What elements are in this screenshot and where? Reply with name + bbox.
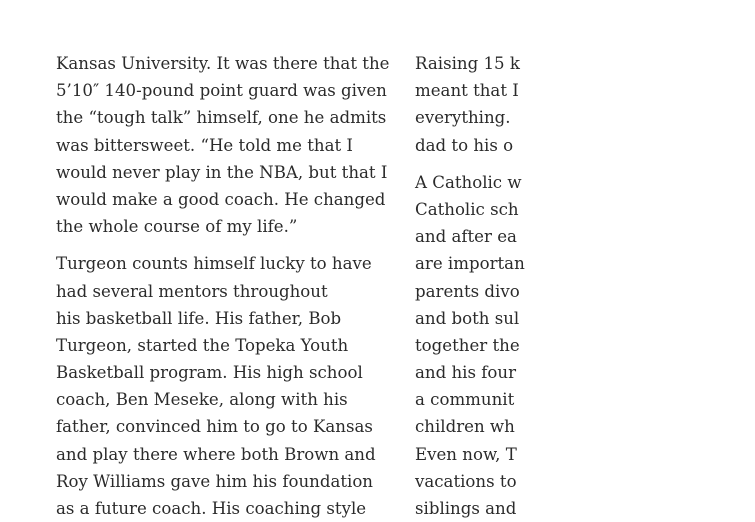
text-line: Catholic sch	[415, 199, 519, 219]
text-line: Raising 15 k	[415, 54, 520, 73]
text-line: as a future coach. His coaching style	[56, 499, 367, 518]
right-text-column	[415, 50, 755, 522]
text-line: his basketball life. His father, Bob	[56, 308, 342, 328]
text-line: Kansas University. It was there that the	[56, 54, 390, 73]
text-line: 5’10″ 140-pound point guard was given	[56, 81, 387, 101]
text-line: and both sul	[415, 308, 520, 328]
text-line: Roy Williams gave him his foundation	[56, 471, 373, 491]
text-line: and play there where both Brown and	[56, 444, 376, 464]
text-line: and his four	[415, 363, 517, 383]
text-line: father, convinced him to go to Kansas	[56, 417, 373, 437]
text-line: everything.	[415, 108, 511, 128]
text-line: parents divo	[415, 281, 520, 301]
text-line: vacations to	[415, 471, 517, 491]
paragraph	[415, 169, 755, 522]
text-line: meant that I	[415, 81, 519, 101]
paragraph	[415, 50, 755, 159]
text-line: was bittersweet. “He told me that I	[56, 135, 353, 155]
text-line: together the	[415, 335, 520, 355]
text-line: Turgeon counts himself lucky to have	[56, 254, 372, 274]
paragraph	[56, 50, 396, 240]
text-line: Turgeon, started the Topeka Youth	[56, 335, 349, 355]
paragraph	[56, 250, 396, 522]
text-line: the “tough talk” himself, one he admits	[56, 108, 387, 128]
text-line: Even now, T	[415, 444, 517, 464]
text-line: the whole course of my life.”	[56, 217, 298, 237]
text-line: are importan	[415, 254, 525, 274]
text-line: Basketball program. His high school	[56, 363, 363, 383]
text-line: siblings and	[415, 499, 517, 518]
left-text-column	[56, 50, 396, 522]
text-line: and after ea	[415, 227, 517, 247]
text-line: had several mentors throughout	[56, 281, 328, 301]
text-line: a communit	[415, 390, 515, 410]
text-line: coach, Ben Meseke, along with his	[56, 390, 348, 410]
text-line: would make a good coach. He changed	[56, 189, 386, 209]
text-line: dad to his o	[415, 135, 514, 155]
text-line: would never play in the NBA, but that I	[56, 162, 388, 182]
text-line: A Catholic w	[415, 172, 522, 192]
text-line: children wh	[415, 417, 515, 437]
